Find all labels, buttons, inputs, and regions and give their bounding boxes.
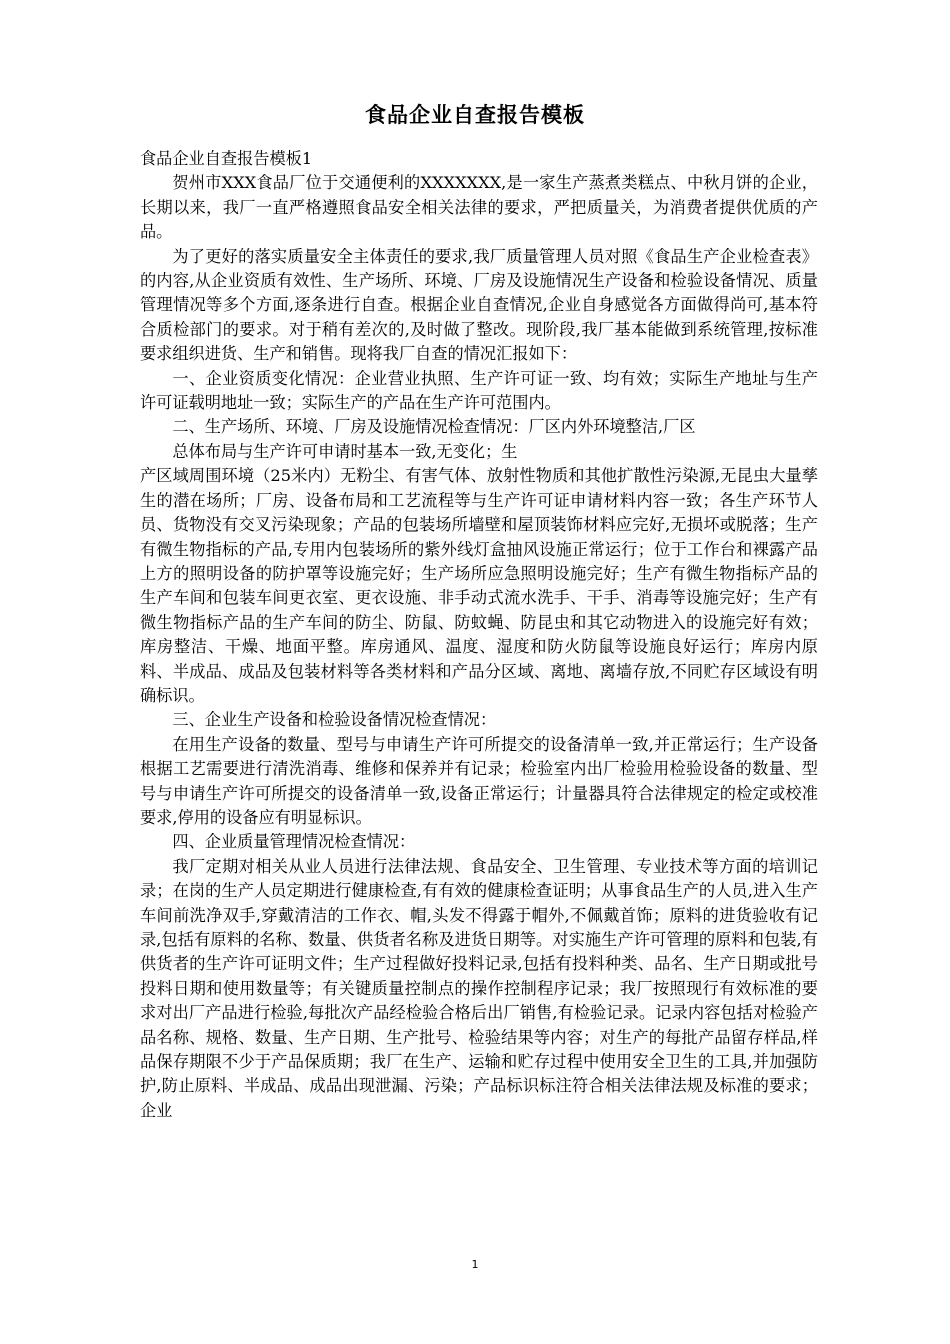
paragraph-section-2-body: 产区域周围环境（25米内）无粉尘、有害气体、放射性物质和其他扩散性污染源,无昆虫大量孳生的潜在场所；厂房、设备布局和工艺流程等与生产许可证申请材料内容一致；各生产环节人员、货物没有交叉污染现象；产品的包装场所墙壁和屋顶装饰材料应完好,无损坏或脱落；生产有微生物指标的产品,专用内包装场所的紫外线灯盒抽风设施正常运行；位于工作台和裸露产品上方的照明设备的防护罩等设施完好；生产场所应急照明设施完好；生产有微生物指标产品的生产车间和包装车间更衣室、更衣设施、非手动式流水洗手、干手、消毒等设施完好；生产有微生物指标产品的生产车间的防尘、防鼠、防蚊蝇、防昆虫和其它动物进入的设施完好有效；库房整洁、干燥、地面平整。库房通风、温度、湿度和防火防鼠等设施良好运行；库房内原料、半成品、成品及包装材料等各类材料和产品分区域、离地、离墙存放,不同贮存区域设有明确标识。	[140, 466, 818, 705]
paragraph-self-check: 为了更好的落实质量安全主体责任的要求,我厂质量管理人员对照《食品生产企业检查表》的内容,从企业资质有效性、生产场所、环境、厂房及设施情况生产设备和检验设备情况、质量管理情况等多个方面,逐条进行自查。根据企业自查情况,企业自身感觉各方面做得尚可,基本符合质检部门的要求。对于稍有差次的,及时做了整改。现阶段,我厂基本能做到系统管理,按标准要求组织进货、生产和销售。现将我厂自查的情况汇报如下：	[140, 246, 818, 364]
document-subtitle: 食品企业自查报告模板1	[140, 149, 313, 168]
paragraph-section-4-body: 我厂定期对相关从业人员进行法律法规、食品安全、卫生管理、专业技术等方面的培训记录；在岗的生产人员定期进行健康检查,有有效的健康检查证明；从事食品生产的人员,进入生产车间前洗净双手,穿戴清洁的工作衣、帽,头发不得露于帽外,不佩戴首饰；原料的进货验收有记录,包括有原料的名称、数量、供货者名称及进货日期等。对实施生产许可管理的原料和包装,有供货者的生产许可证明文件；生产过程做好投料记录,包括有投料种类、品名、生产日期或批号投料日期和使用数量等；有关键质量控制点的操作控制程序记录；我厂按照现行有效标准的要求对出厂产品进行检验,每批次产品经检验合格后出厂销售,有检验记录。记录内容包括对检验产品名称、规格、数量、生产日期、生产批号、检验结果等内容；对生产的每批产品留存样品,样品保存期限不少于产品保质期；我厂在生产、运输和贮存过程中使用安全卫生的工具,并加强防护,防止原料、半成品、成品出现泄漏、污染；产品标识标注符合相关法律法规及标准的要求；企业	[140, 856, 818, 1120]
document-title: 食品企业自查报告模板	[365, 103, 585, 127]
paragraph-intro: 贺州市XXX食品厂位于交通便利的XXXXXXX,是一家生产蒸煮类糕点、中秋月饼的企业，长期以来，我厂一直严格遵照食品安全相关法律的要求，严把质量关，为消费者提供优质的产品。	[140, 173, 818, 242]
page-number: 1	[471, 1258, 479, 1271]
paragraph-section-4-heading: 四、企业质量管理情况检查情况：	[172, 832, 416, 852]
paragraph-section-3-heading: 三、企业生产设备和检验设备情况检查情况：	[172, 710, 497, 730]
document-body	[140, 147, 818, 1123]
paragraph-section-1: 一、企业资质变化情况：企业营业执照、生产许可证一致、均有效；实际生产地址与生产许可证载明地址一致；实际生产的产品在生产许可范围内。	[140, 368, 818, 413]
paragraph-section-2-layout: 总体布局与生产许可申请时基本一致,无变化；生	[172, 441, 518, 461]
paragraph-section-3-body: 在用生产设备的数量、型号与申请生产许可所提交的设备清单一致,并正常运行；生产设备根据工艺需要进行清洗消毒、维修和保养并有记录；检验室内出厂检验用检验设备的数量、型号与申请生产许可所提交的设备清单一致,设备正常运行；计量器具符合法律规定的检定或校准要求,停用的设备应有明显标识。	[140, 734, 818, 827]
paragraph-section-2-heading: 二、生产场所、环境、厂房及设施情况检查情况：厂区内外环境整洁,厂区	[172, 417, 696, 437]
